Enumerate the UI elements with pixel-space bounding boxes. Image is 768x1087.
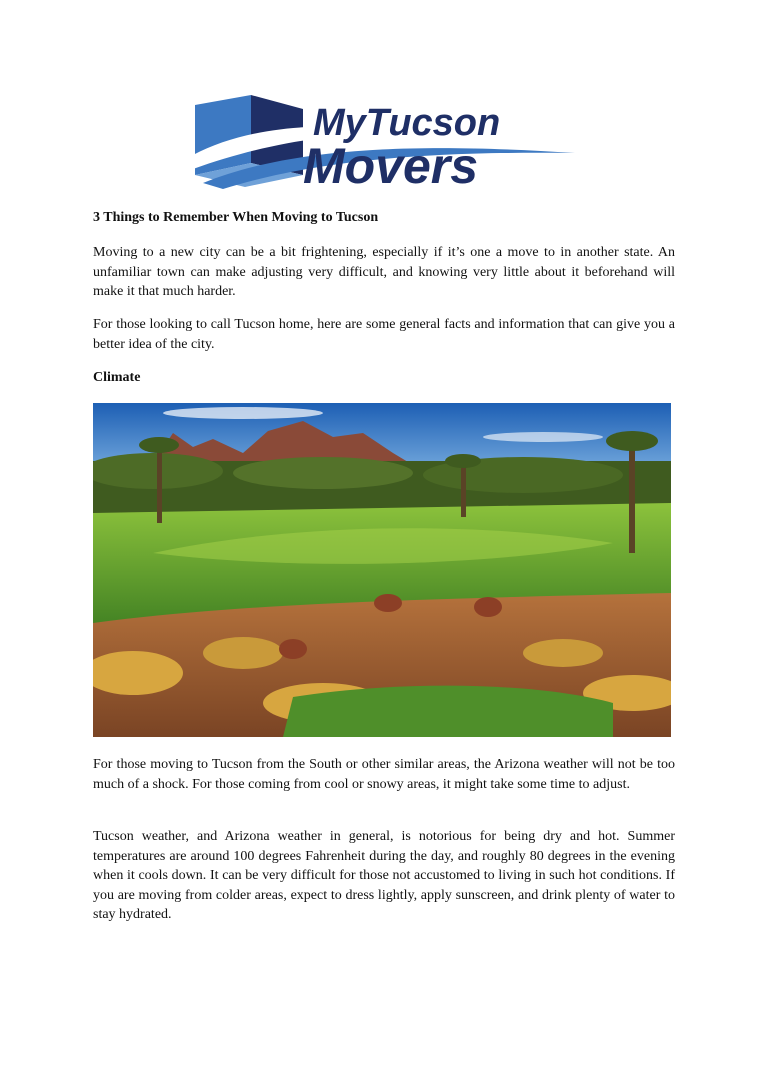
section-heading-climate: Climate [93, 370, 141, 385]
climate-paragraph-1: For those moving to Tucson from the South or other similar areas, the Arizona weather will not be too much of a shock. For those coming from cool or snowy areas, it might take some time to adjust. [93, 757, 675, 792]
desert-shrub [203, 637, 283, 669]
logo-graphic [193, 93, 575, 191]
golf-course-photo [93, 403, 671, 737]
rock [374, 594, 402, 612]
cloud [483, 432, 603, 442]
tree-cluster [233, 457, 413, 489]
desert-golf-course-image [93, 403, 671, 737]
cloud [163, 407, 323, 419]
tee-box [283, 686, 613, 737]
logo-text-line1: MyTucson [313, 102, 501, 144]
mytucson-movers-logo [193, 93, 575, 191]
desert-shrub [523, 639, 603, 667]
article-title: 3 Things to Remember When Moving to Tucson [93, 210, 379, 225]
climate-paragraph-2: Tucson weather, and Arizona weather in general, is notorious for being dry and hot. Summer temperatures are around 100 degrees Fahrenheit during the day, and roughly 80 degrees in the evening when it cools down. It can be very difficult for those not accustomed to living in such hot conditions. If you are moving from colder areas, expect to dress lightly, apply sunscreen, and drink plenty of water to stay hydrated. [93, 829, 675, 922]
logo-text-line2: Movers [303, 138, 479, 191]
intro-paragraph-1: Moving to a new city can be a bit frightening, especially if it’s one a move to in another state. An unfamiliar town can make adjusting very difficult, and knowing very little about it beforehand will make it that much harder. [93, 245, 675, 299]
rock [279, 639, 307, 659]
intro-paragraph-2: For those looking to call Tucson home, here are some general facts and information that can give you a better idea of the city. [93, 317, 675, 352]
rock [474, 597, 502, 617]
